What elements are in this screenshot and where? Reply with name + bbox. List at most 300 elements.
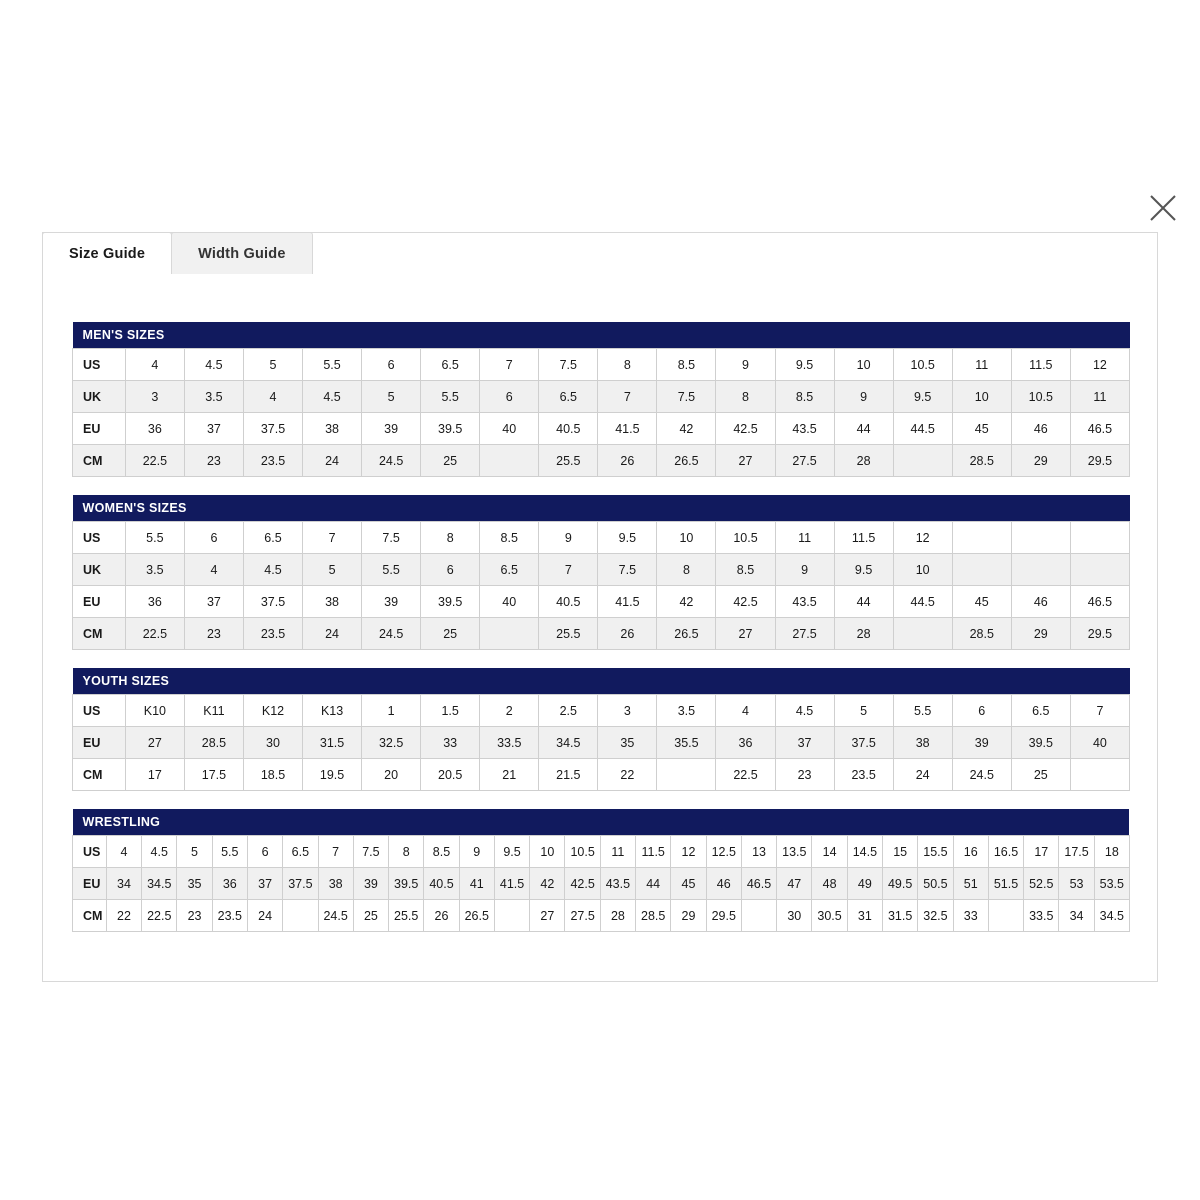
size-cell: 23.5 bbox=[243, 445, 302, 477]
size-cell: 27 bbox=[716, 445, 775, 477]
size-cell: 40.5 bbox=[539, 586, 598, 618]
size-cell: 28 bbox=[834, 445, 893, 477]
size-cell: 41.5 bbox=[598, 413, 657, 445]
size-cell: 27 bbox=[530, 900, 565, 932]
size-cell: 7.5 bbox=[657, 381, 716, 413]
size-tables-container bbox=[72, 322, 1130, 950]
size-table-header-spacer bbox=[539, 495, 598, 522]
size-cell: 37.5 bbox=[834, 727, 893, 759]
row-label: US bbox=[73, 695, 126, 727]
size-table-header-spacer bbox=[424, 809, 459, 836]
size-cell: 6 bbox=[247, 836, 282, 868]
size-cell: 33.5 bbox=[1024, 900, 1059, 932]
size-table-header-spacer bbox=[247, 809, 282, 836]
size-table-header-spacer bbox=[421, 495, 480, 522]
size-cell: 13 bbox=[741, 836, 776, 868]
size-table-header-spacer bbox=[243, 495, 302, 522]
tab-size-guide-label: Size Guide bbox=[69, 245, 146, 262]
tab-width-guide[interactable] bbox=[171, 232, 312, 274]
size-table-header-spacer bbox=[598, 668, 657, 695]
size-cell: 5.5 bbox=[125, 522, 184, 554]
size-cell: 39.5 bbox=[1011, 727, 1070, 759]
size-table-header-spacer bbox=[283, 809, 318, 836]
size-cell: 28 bbox=[834, 618, 893, 650]
size-table-block bbox=[72, 809, 1130, 932]
size-cell: 30.5 bbox=[812, 900, 847, 932]
size-cell: 4 bbox=[106, 836, 141, 868]
size-table-header-spacer bbox=[988, 809, 1023, 836]
size-cell: 12.5 bbox=[706, 836, 741, 868]
close-icon[interactable] bbox=[1145, 190, 1181, 226]
row-label: EU bbox=[73, 727, 126, 759]
row-label: CM bbox=[73, 759, 126, 791]
table-row bbox=[73, 868, 1130, 900]
size-cell: 8 bbox=[421, 522, 480, 554]
size-cell: 4 bbox=[125, 349, 184, 381]
size-cell: 23 bbox=[177, 900, 212, 932]
size-cell: 8.5 bbox=[480, 522, 539, 554]
size-table-header-spacer bbox=[530, 809, 565, 836]
size-cell: 9 bbox=[834, 381, 893, 413]
size-cell bbox=[283, 900, 318, 932]
size-table-title: WOMEN'S SIZES bbox=[73, 495, 244, 522]
size-cell: 7 bbox=[480, 349, 539, 381]
size-cell bbox=[1070, 522, 1129, 554]
size-cell: K12 bbox=[243, 695, 302, 727]
size-cell: 41 bbox=[459, 868, 494, 900]
size-cell: 2 bbox=[480, 695, 539, 727]
table-row bbox=[73, 727, 1130, 759]
size-cell: 42.5 bbox=[716, 586, 775, 618]
size-cell: 4.5 bbox=[303, 381, 362, 413]
size-table-header-spacer bbox=[834, 668, 893, 695]
size-cell: 48 bbox=[812, 868, 847, 900]
size-cell: 25 bbox=[421, 618, 480, 650]
size-cell: 9.5 bbox=[893, 381, 952, 413]
size-cell: 25 bbox=[353, 900, 388, 932]
size-cell: 7.5 bbox=[362, 522, 421, 554]
size-cell: 17.5 bbox=[184, 759, 243, 791]
size-cell: 42 bbox=[530, 868, 565, 900]
size-cell: 22.5 bbox=[142, 900, 177, 932]
size-cell: 39.5 bbox=[421, 413, 480, 445]
size-cell: 36 bbox=[125, 586, 184, 618]
size-table bbox=[72, 809, 1130, 932]
size-cell: 4 bbox=[184, 554, 243, 586]
size-table-header-spacer bbox=[893, 668, 952, 695]
size-cell: 31.5 bbox=[883, 900, 918, 932]
size-table-block bbox=[72, 322, 1130, 477]
size-table-header-spacer bbox=[716, 668, 775, 695]
size-cell: 42 bbox=[657, 586, 716, 618]
size-table-header-spacer bbox=[243, 668, 302, 695]
size-cell: 13.5 bbox=[777, 836, 812, 868]
size-cell: 45 bbox=[952, 586, 1011, 618]
size-cell: 41.5 bbox=[494, 868, 529, 900]
size-cell: 24 bbox=[893, 759, 952, 791]
size-table-header-spacer bbox=[353, 809, 388, 836]
size-cell: 36 bbox=[125, 413, 184, 445]
size-cell: 45 bbox=[952, 413, 1011, 445]
row-label: EU bbox=[73, 586, 126, 618]
size-cell: 44 bbox=[834, 586, 893, 618]
size-cell: 5 bbox=[303, 554, 362, 586]
size-cell bbox=[893, 618, 952, 650]
size-table-header-spacer bbox=[480, 322, 539, 349]
size-cell: 44.5 bbox=[893, 413, 952, 445]
size-cell: 10 bbox=[952, 381, 1011, 413]
size-cell: 51.5 bbox=[988, 868, 1023, 900]
size-cell: 6.5 bbox=[421, 349, 480, 381]
size-cell: 46.5 bbox=[1070, 413, 1129, 445]
size-cell: 9 bbox=[539, 522, 598, 554]
size-cell: 24 bbox=[303, 618, 362, 650]
table-row bbox=[73, 445, 1130, 477]
size-table-header-spacer bbox=[636, 809, 671, 836]
size-cell: 8.5 bbox=[657, 349, 716, 381]
size-cell: 28.5 bbox=[952, 445, 1011, 477]
size-cell: 46.5 bbox=[1070, 586, 1129, 618]
size-cell: 7 bbox=[303, 522, 362, 554]
size-cell: 29 bbox=[1011, 618, 1070, 650]
size-cell: 38 bbox=[303, 586, 362, 618]
size-cell: 7 bbox=[598, 381, 657, 413]
size-cell: 43.5 bbox=[775, 586, 834, 618]
size-cell: 38 bbox=[893, 727, 952, 759]
size-table-header-spacer bbox=[421, 322, 480, 349]
size-cell: 32.5 bbox=[362, 727, 421, 759]
size-cell: 23 bbox=[184, 618, 243, 650]
size-cell: 20.5 bbox=[421, 759, 480, 791]
size-table-header-spacer bbox=[598, 495, 657, 522]
size-cell: 50.5 bbox=[918, 868, 953, 900]
size-cell: 28.5 bbox=[952, 618, 1011, 650]
size-cell: 37 bbox=[184, 413, 243, 445]
size-cell: 24.5 bbox=[952, 759, 1011, 791]
size-table-header-spacer bbox=[657, 495, 716, 522]
size-table-header-spacer bbox=[953, 809, 988, 836]
size-cell: 12 bbox=[1070, 349, 1129, 381]
size-table-header-spacer bbox=[741, 809, 776, 836]
size-cell: 7.5 bbox=[598, 554, 657, 586]
size-table-header-spacer bbox=[1059, 809, 1094, 836]
size-cell: 11.5 bbox=[834, 522, 893, 554]
size-cell: 41.5 bbox=[598, 586, 657, 618]
size-cell: 37.5 bbox=[243, 413, 302, 445]
size-table-header-spacer bbox=[671, 809, 706, 836]
size-cell: 24.5 bbox=[318, 900, 353, 932]
size-table-header-spacer bbox=[918, 809, 953, 836]
size-cell: 43.5 bbox=[775, 413, 834, 445]
size-table-header-spacer bbox=[1070, 668, 1129, 695]
size-table-header-spacer bbox=[362, 668, 421, 695]
size-cell: 20 bbox=[362, 759, 421, 791]
size-cell: 34.5 bbox=[539, 727, 598, 759]
size-table-header-spacer bbox=[716, 495, 775, 522]
size-table-header-spacer bbox=[459, 809, 494, 836]
table-row bbox=[73, 836, 1130, 868]
size-cell: 12 bbox=[671, 836, 706, 868]
size-cell: 18.5 bbox=[243, 759, 302, 791]
table-row bbox=[73, 695, 1130, 727]
size-table bbox=[72, 668, 1130, 791]
size-cell: 34 bbox=[106, 868, 141, 900]
size-cell: 7 bbox=[539, 554, 598, 586]
table-row bbox=[73, 522, 1130, 554]
size-cell: 42.5 bbox=[716, 413, 775, 445]
size-cell: 9.5 bbox=[494, 836, 529, 868]
size-cell: 2.5 bbox=[539, 695, 598, 727]
size-table-title: YOUTH SIZES bbox=[73, 668, 244, 695]
size-cell: 6.5 bbox=[539, 381, 598, 413]
size-cell: 26.5 bbox=[657, 618, 716, 650]
size-table-header-spacer bbox=[1070, 322, 1129, 349]
size-cell: 29.5 bbox=[1070, 618, 1129, 650]
size-cell bbox=[952, 522, 1011, 554]
size-table-header-spacer bbox=[1094, 809, 1129, 836]
size-cell: 15 bbox=[883, 836, 918, 868]
row-label: US bbox=[73, 522, 126, 554]
size-cell: 6 bbox=[421, 554, 480, 586]
size-cell: 22.5 bbox=[125, 445, 184, 477]
size-cell: 5 bbox=[834, 695, 893, 727]
size-cell: 25.5 bbox=[389, 900, 424, 932]
size-cell: 39 bbox=[362, 586, 421, 618]
size-cell: 5.5 bbox=[893, 695, 952, 727]
size-cell: 26.5 bbox=[657, 445, 716, 477]
size-cell: 10 bbox=[893, 554, 952, 586]
size-table-header-spacer bbox=[303, 322, 362, 349]
size-cell: 27 bbox=[125, 727, 184, 759]
size-cell: 35.5 bbox=[657, 727, 716, 759]
size-cell: 10.5 bbox=[1011, 381, 1070, 413]
size-table bbox=[72, 495, 1130, 650]
size-cell: 38 bbox=[303, 413, 362, 445]
size-cell: 46.5 bbox=[741, 868, 776, 900]
size-cell: 6.5 bbox=[480, 554, 539, 586]
size-cell: 24 bbox=[247, 900, 282, 932]
size-cell: 27 bbox=[716, 618, 775, 650]
table-row bbox=[73, 618, 1130, 650]
size-cell: 10 bbox=[834, 349, 893, 381]
size-cell: 11.5 bbox=[1011, 349, 1070, 381]
size-cell: 39.5 bbox=[389, 868, 424, 900]
size-cell: 25.5 bbox=[539, 618, 598, 650]
size-cell: 40.5 bbox=[424, 868, 459, 900]
size-cell: 21.5 bbox=[539, 759, 598, 791]
size-table-header-spacer bbox=[657, 322, 716, 349]
size-cell: 22.5 bbox=[125, 618, 184, 650]
size-cell: 24.5 bbox=[362, 618, 421, 650]
size-cell: 45 bbox=[671, 868, 706, 900]
size-table-header-spacer bbox=[303, 495, 362, 522]
size-cell: 39 bbox=[362, 413, 421, 445]
size-table-title: MEN'S SIZES bbox=[73, 322, 244, 349]
size-cell: 8 bbox=[598, 349, 657, 381]
size-table-header-spacer bbox=[600, 809, 635, 836]
size-cell: 22 bbox=[598, 759, 657, 791]
size-cell bbox=[494, 900, 529, 932]
size-cell: 6 bbox=[362, 349, 421, 381]
size-cell: 6.5 bbox=[243, 522, 302, 554]
size-cell: 5 bbox=[243, 349, 302, 381]
size-table-header-spacer bbox=[1011, 322, 1070, 349]
size-cell: 10.5 bbox=[893, 349, 952, 381]
size-cell: 34.5 bbox=[142, 868, 177, 900]
row-label: CM bbox=[73, 900, 107, 932]
size-cell: 24.5 bbox=[362, 445, 421, 477]
size-cell: 4 bbox=[243, 381, 302, 413]
size-cell: 10.5 bbox=[565, 836, 600, 868]
size-cell: 52.5 bbox=[1024, 868, 1059, 900]
size-cell: 39 bbox=[952, 727, 1011, 759]
size-cell: 9 bbox=[775, 554, 834, 586]
table-row bbox=[73, 900, 1130, 932]
size-table-header-spacer bbox=[777, 809, 812, 836]
size-table-header-spacer bbox=[893, 322, 952, 349]
size-cell: 14 bbox=[812, 836, 847, 868]
size-cell: 23 bbox=[184, 445, 243, 477]
size-table-header-spacer bbox=[952, 495, 1011, 522]
size-cell bbox=[952, 554, 1011, 586]
size-cell: 22.5 bbox=[716, 759, 775, 791]
size-cell: 27.5 bbox=[565, 900, 600, 932]
size-cell: 16.5 bbox=[988, 836, 1023, 868]
table-row bbox=[73, 554, 1130, 586]
size-cell: 37 bbox=[247, 868, 282, 900]
size-table-block bbox=[72, 668, 1130, 791]
size-cell: 5 bbox=[362, 381, 421, 413]
size-cell: 26 bbox=[598, 618, 657, 650]
size-cell: 29.5 bbox=[1070, 445, 1129, 477]
size-cell: 16 bbox=[953, 836, 988, 868]
size-cell: 38 bbox=[318, 868, 353, 900]
size-cell: 9.5 bbox=[834, 554, 893, 586]
size-cell: 39.5 bbox=[421, 586, 480, 618]
size-cell: 47 bbox=[777, 868, 812, 900]
size-cell: K13 bbox=[303, 695, 362, 727]
size-table-header-spacer bbox=[952, 668, 1011, 695]
size-table-header-spacer bbox=[834, 495, 893, 522]
size-cell bbox=[741, 900, 776, 932]
size-table-block bbox=[72, 495, 1130, 650]
size-cell: 49.5 bbox=[883, 868, 918, 900]
size-table-header-spacer bbox=[389, 809, 424, 836]
size-cell: 5 bbox=[177, 836, 212, 868]
size-cell: 10 bbox=[530, 836, 565, 868]
size-cell: 6 bbox=[952, 695, 1011, 727]
size-table-header-spacer bbox=[1024, 809, 1059, 836]
size-cell: 23.5 bbox=[212, 900, 247, 932]
size-cell: 17 bbox=[125, 759, 184, 791]
size-table-header-spacer bbox=[883, 809, 918, 836]
size-cell: 6.5 bbox=[1011, 695, 1070, 727]
size-cell: 17.5 bbox=[1059, 836, 1094, 868]
size-cell: 8 bbox=[389, 836, 424, 868]
size-cell bbox=[657, 759, 716, 791]
size-cell: 31 bbox=[847, 900, 882, 932]
size-cell: 40.5 bbox=[539, 413, 598, 445]
size-cell: 44.5 bbox=[893, 586, 952, 618]
size-cell: 37.5 bbox=[243, 586, 302, 618]
size-cell: 34 bbox=[1059, 900, 1094, 932]
size-cell: 22 bbox=[106, 900, 141, 932]
size-table-header-spacer bbox=[539, 322, 598, 349]
row-label: EU bbox=[73, 413, 126, 445]
size-cell: 25.5 bbox=[539, 445, 598, 477]
size-cell: 5.5 bbox=[362, 554, 421, 586]
size-cell: K11 bbox=[184, 695, 243, 727]
size-table-header-spacer bbox=[1011, 495, 1070, 522]
size-cell: 42 bbox=[657, 413, 716, 445]
size-cell: 18 bbox=[1094, 836, 1129, 868]
size-table-header-spacer bbox=[893, 495, 952, 522]
size-cell: 29 bbox=[1011, 445, 1070, 477]
size-cell: 4.5 bbox=[243, 554, 302, 586]
size-cell: 3.5 bbox=[125, 554, 184, 586]
size-cell: 8.5 bbox=[424, 836, 459, 868]
size-cell: 51 bbox=[953, 868, 988, 900]
size-cell: 53.5 bbox=[1094, 868, 1129, 900]
size-cell: 9.5 bbox=[775, 349, 834, 381]
size-cell: 37.5 bbox=[283, 868, 318, 900]
size-cell: 29 bbox=[671, 900, 706, 932]
table-row bbox=[73, 759, 1130, 791]
size-cell: 30 bbox=[243, 727, 302, 759]
size-cell: 5.5 bbox=[303, 349, 362, 381]
size-table-header-spacer bbox=[1011, 668, 1070, 695]
size-cell bbox=[1070, 759, 1129, 791]
size-cell: 46 bbox=[1011, 413, 1070, 445]
size-cell: 3.5 bbox=[657, 695, 716, 727]
size-table-header-spacer bbox=[362, 322, 421, 349]
size-table-header-spacer bbox=[775, 495, 834, 522]
size-cell: 39 bbox=[353, 868, 388, 900]
size-table-header-spacer bbox=[598, 322, 657, 349]
size-cell: 27.5 bbox=[775, 618, 834, 650]
size-cell: 4 bbox=[716, 695, 775, 727]
size-cell: 36 bbox=[716, 727, 775, 759]
size-table-header-spacer bbox=[480, 495, 539, 522]
size-cell: 3 bbox=[125, 381, 184, 413]
size-cell: 25 bbox=[421, 445, 480, 477]
size-table-header-spacer bbox=[303, 668, 362, 695]
size-cell: 11 bbox=[775, 522, 834, 554]
size-table-header-spacer bbox=[952, 322, 1011, 349]
size-cell: 7 bbox=[318, 836, 353, 868]
size-cell: 28.5 bbox=[636, 900, 671, 932]
size-cell: 10.5 bbox=[716, 522, 775, 554]
size-cell bbox=[1011, 554, 1070, 586]
table-row bbox=[73, 586, 1130, 618]
size-cell: 8 bbox=[657, 554, 716, 586]
size-cell: 40 bbox=[1070, 727, 1129, 759]
tab-width-guide-label: Width Guide bbox=[198, 245, 286, 262]
size-cell: 33 bbox=[953, 900, 988, 932]
size-cell: 11 bbox=[1070, 381, 1129, 413]
size-cell: 23.5 bbox=[834, 759, 893, 791]
size-cell: 44 bbox=[834, 413, 893, 445]
tab-size-guide[interactable] bbox=[42, 232, 172, 274]
size-cell: 36 bbox=[212, 868, 247, 900]
size-cell: 4.5 bbox=[184, 349, 243, 381]
size-cell bbox=[988, 900, 1023, 932]
size-table-header-spacer bbox=[834, 322, 893, 349]
size-cell: 7.5 bbox=[353, 836, 388, 868]
size-table-header-spacer bbox=[657, 668, 716, 695]
size-cell: 53 bbox=[1059, 868, 1094, 900]
size-table-header-spacer bbox=[565, 809, 600, 836]
